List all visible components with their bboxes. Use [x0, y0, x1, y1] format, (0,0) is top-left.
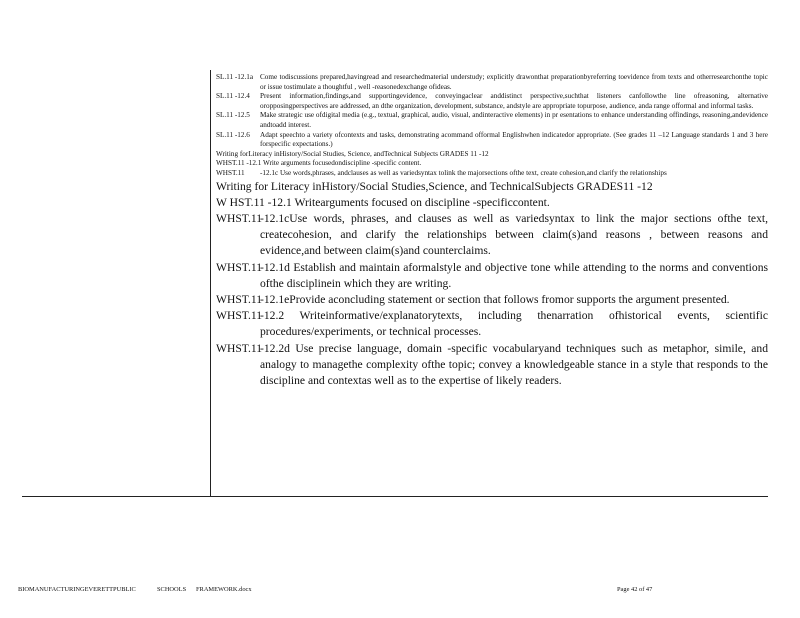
standard-text: -12.1cUse words, phrases, and clauses as well as variedsyntax to link the major sections ofthe text, createcohesion, and clarify the relationships between claim(s)and reasons , between reasons and evidence,and between claim(s)and counterclaims. [260, 211, 768, 258]
standards-column [216, 73, 768, 389]
standard-text: -12.2 Writeinformative/explanatorytexts, including thenarration ofhistorical events, scientific procedures/experiments, or technical processes. [260, 309, 768, 339]
standard-text: Make strategic use ofdigital media (e.g., textual, graphical, audio, visual, andinteractive elements) in pr esentations to enhance understanding offindings, reasoning,andevidence andtoadd interest. [260, 111, 768, 129]
table-bottom-border [22, 496, 768, 497]
standard-code: SL.11 -12.1a [216, 73, 254, 81]
footer-schools: SCHOOLS [157, 586, 187, 593]
standard-code: WHST.11 [216, 292, 263, 306]
standard-sl-12-1a [216, 73, 768, 92]
standard-sl-12-4 [216, 92, 768, 111]
standard-text: -12.1c Use words,phrases, andclauses as well as variedsyntax tolink the majorsections ofthe text, create cohesion,and clarify the relationships [260, 168, 667, 177]
standard-whst-12-1d [216, 260, 768, 292]
standard-text: Present information,findings,and supportingevidence, conveyingaclear anddistinct perspective,suchthat listeners canfollowthe line ofreasoning, alternative oropposingperspectives are addressed, an dthe organization, development, substance, andstyle are appropriate topurpose, audience, anda range offormal and informal tasks. [260, 92, 768, 110]
standard-whst-12-2d [216, 341, 768, 390]
footer-page-number: Page 42 of 47 [617, 586, 653, 593]
standard-text: -12.1d Establish and maintain aformalstyle and objective tone while attending to the norms and conventions ofthe disciplinein which they are writing. [260, 260, 768, 290]
standard-whst-12-1-small: WHST.11 -12.1 Write arguments focusedondiscipline -specific content. [216, 159, 422, 168]
footer-framework: FRAMEWORK.docx [196, 586, 252, 593]
standard-code: WHST.11 [216, 168, 245, 177]
standard-whst-12-1c-small [216, 169, 768, 179]
standard-whst-12-1: W HST.11 -12.1 Writearguments focused on discipline -specificcontent. [216, 195, 550, 209]
standard-code: WHST.11 [216, 211, 263, 225]
standard-whst-12-1e [216, 292, 768, 308]
standard-whst-12-2 [216, 308, 768, 340]
standard-whst-12-1c [216, 211, 768, 260]
speaking-listening-standards [216, 73, 768, 179]
standard-code: WHST.11 [216, 309, 263, 323]
standard-sl-12-5 [216, 111, 768, 130]
standard-code: SL.11 -12.5 [216, 111, 250, 120]
section-heading: Writing for Literacy inHistory/Social Studies,Science, and TechnicalSubjects GRADES11 -12 [216, 179, 653, 193]
standard-code: WHST.11 [216, 260, 263, 274]
standard-code: SL.11 -12.6 [216, 130, 250, 139]
section-heading-small: Writing forLiteracy inHistory/Social Studies, Science, andTechnical Subjects GRADES 11 -12 [216, 149, 489, 158]
footer-document-name: BIOMANUFACTURINGEVERETTPUBLIC [18, 586, 136, 593]
writing-standards [216, 179, 768, 390]
standard-sl-12-6 [216, 131, 768, 150]
standard-text: -12.1eProvide aconcluding statement or section that follows fromor supports the argument presented. [260, 292, 730, 306]
standard-text: -12.2d Use precise language, domain -specific vocabularyand techniques such as metaphor, simile, and analogy to managethe complexity ofthe topic; convey a knowledgeable stance in a style that responds to the discipline and contextas well as to the expertise of likely readers. [260, 341, 768, 387]
table-left-border [210, 70, 211, 496]
standard-text: Come todiscussions prepared,havingread and researchedmaterial understudy; explicitly drawonthat preparationbyreferring toevidence from texts and otherresearchonthe topic or issue tostimulate a thoughtful , well -reasonedexchange ofideas. [260, 73, 768, 91]
standard-code: SL.11 -12.4 [216, 92, 250, 101]
standard-code: WHST.11 [216, 341, 263, 355]
standard-text: Adapt speechto a variety ofcontexts and tasks, demonstrating acommand offormal Englishwhen indicatedor appropriate. (See grades 11 –12 Language standards 1 and 3 here forspecific expectations.) [260, 130, 768, 149]
